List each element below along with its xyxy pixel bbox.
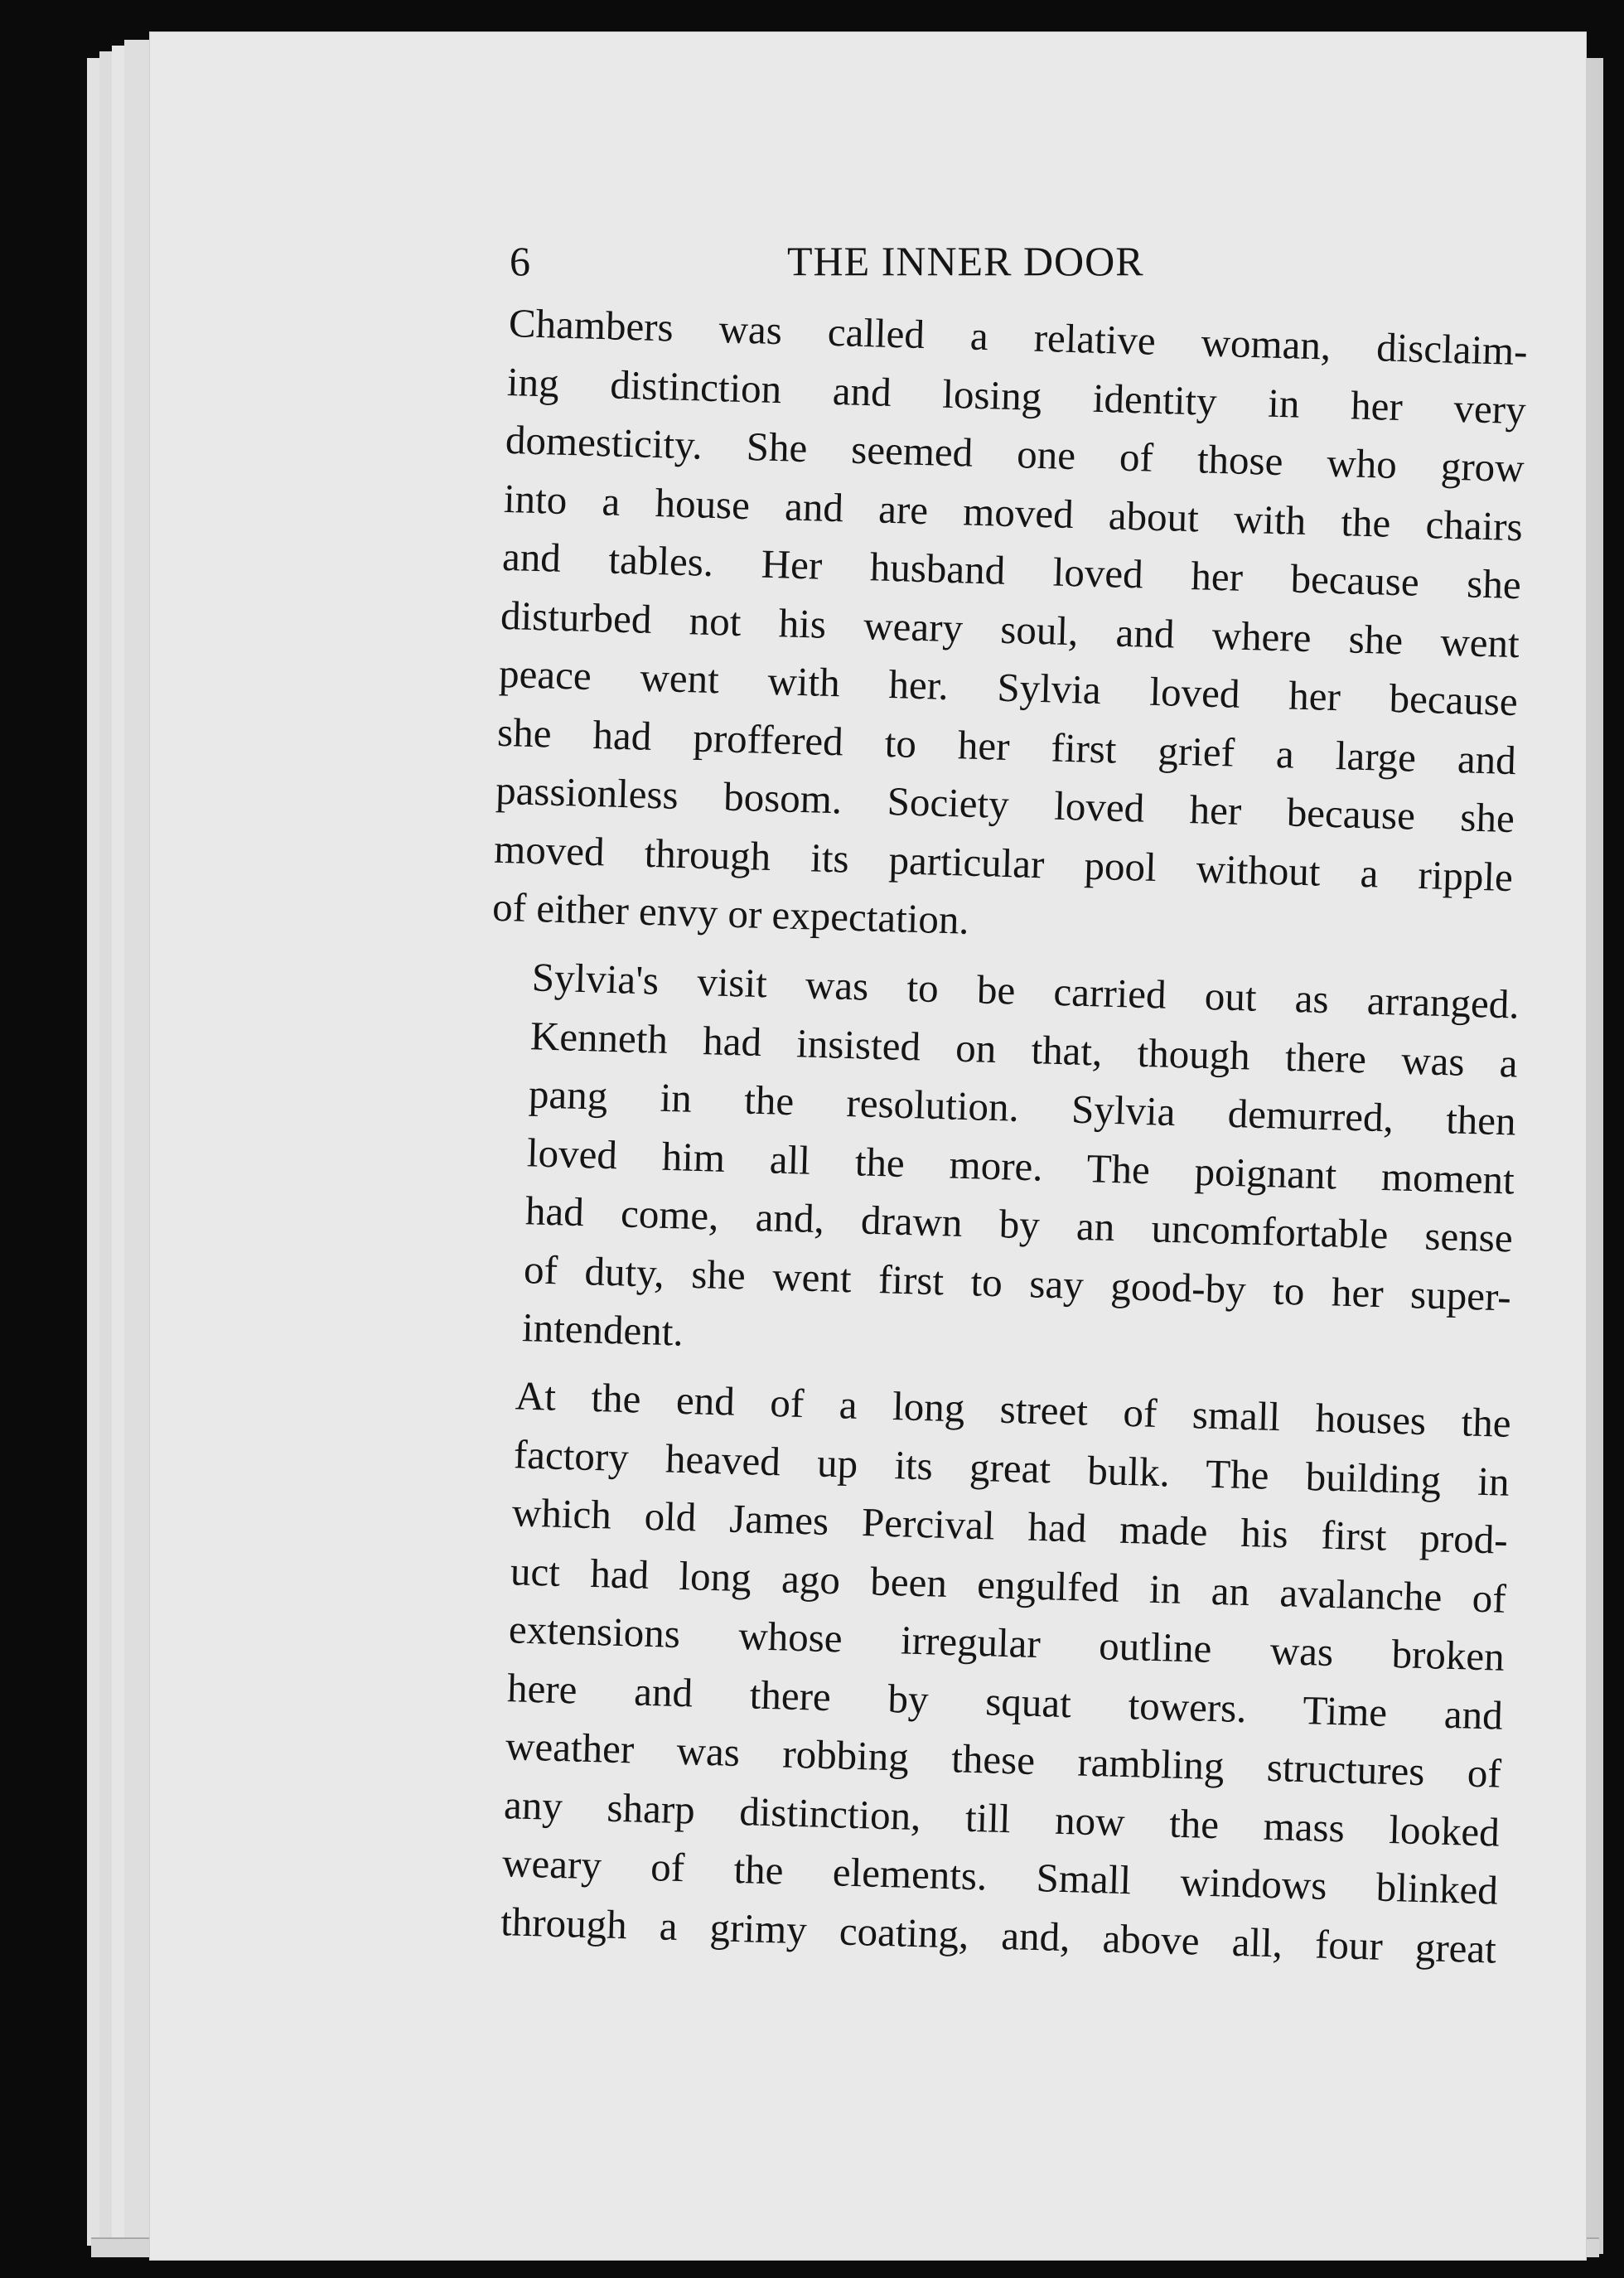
paragraph: [491, 294, 1528, 965]
text-line: Kenneth had insisted on that, though there was a: [529, 1012, 1519, 1086]
page-header: [468, 228, 1529, 294]
text-line: Sylvia's visit was to be carried out as arranged.: [531, 953, 1520, 1028]
text-line: through a grimy coating, and, above all, four great: [500, 1898, 1497, 1972]
text-line: here and there by squat towers. Time and: [506, 1664, 1504, 1739]
text-line: disturbed not his weary soul, and where she went: [500, 592, 1520, 666]
text-line: peace went with her. Sylvia loved her because: [498, 650, 1519, 725]
text-line: of either envy or expectation.: [491, 883, 970, 943]
text-line: pang in the resolution. Sylvia demurred, then: [528, 1070, 1517, 1144]
text-line: ing distinction and losing identity in her very: [506, 358, 1527, 433]
page-number: 6: [510, 238, 530, 284]
text-line: had come, and, drawn by an uncomfortable sense: [524, 1187, 1514, 1260]
text-line: Chambers was called a relative woman, disclaim-: [508, 299, 1529, 375]
text-line: loved him all the more. The poignant moment: [526, 1129, 1515, 1202]
text-line: into a house and are moved about with the chairs: [503, 475, 1524, 549]
page-text: [468, 228, 1529, 1972]
text-line: of duty, she went first to say good-by to her super-: [523, 1245, 1512, 1319]
text-line: any sharp distinction, till now the mass looked: [503, 1781, 1501, 1855]
text-line: intendent.: [521, 1303, 684, 1355]
text-line: factory heaved up its great bulk. The building in: [513, 1430, 1510, 1505]
text-line: extensions whose irregular outline was broken: [508, 1606, 1506, 1680]
text-line: weary of the elements. Small windows blinked: [501, 1840, 1499, 1913]
text-line: she had proffered to her first grief a large and: [496, 709, 1517, 783]
text-line: weather was robbing these rambling structures of: [505, 1723, 1502, 1797]
page-edge-right: [1587, 58, 1603, 2254]
text-line: passionless bosom. Society loved her because she: [495, 767, 1515, 842]
text-line: moved through its particular pool without a ripple: [493, 825, 1514, 900]
text-line: uct had long ago been engulfed in an avalanche of: [510, 1547, 1507, 1622]
text-line: domesticity. She seemed one of those who grow: [505, 416, 1525, 491]
text-line: and tables. Her husband loved her because she: [501, 533, 1522, 608]
text-line: which old James Percival had made his first prod-: [511, 1489, 1509, 1563]
running-title: THE INNER DOOR: [787, 238, 1144, 284]
paragraph: [481, 947, 1520, 1385]
text-line: At the end of a long street of small houses the: [515, 1372, 1512, 1446]
paragraph: [460, 1366, 1511, 1979]
